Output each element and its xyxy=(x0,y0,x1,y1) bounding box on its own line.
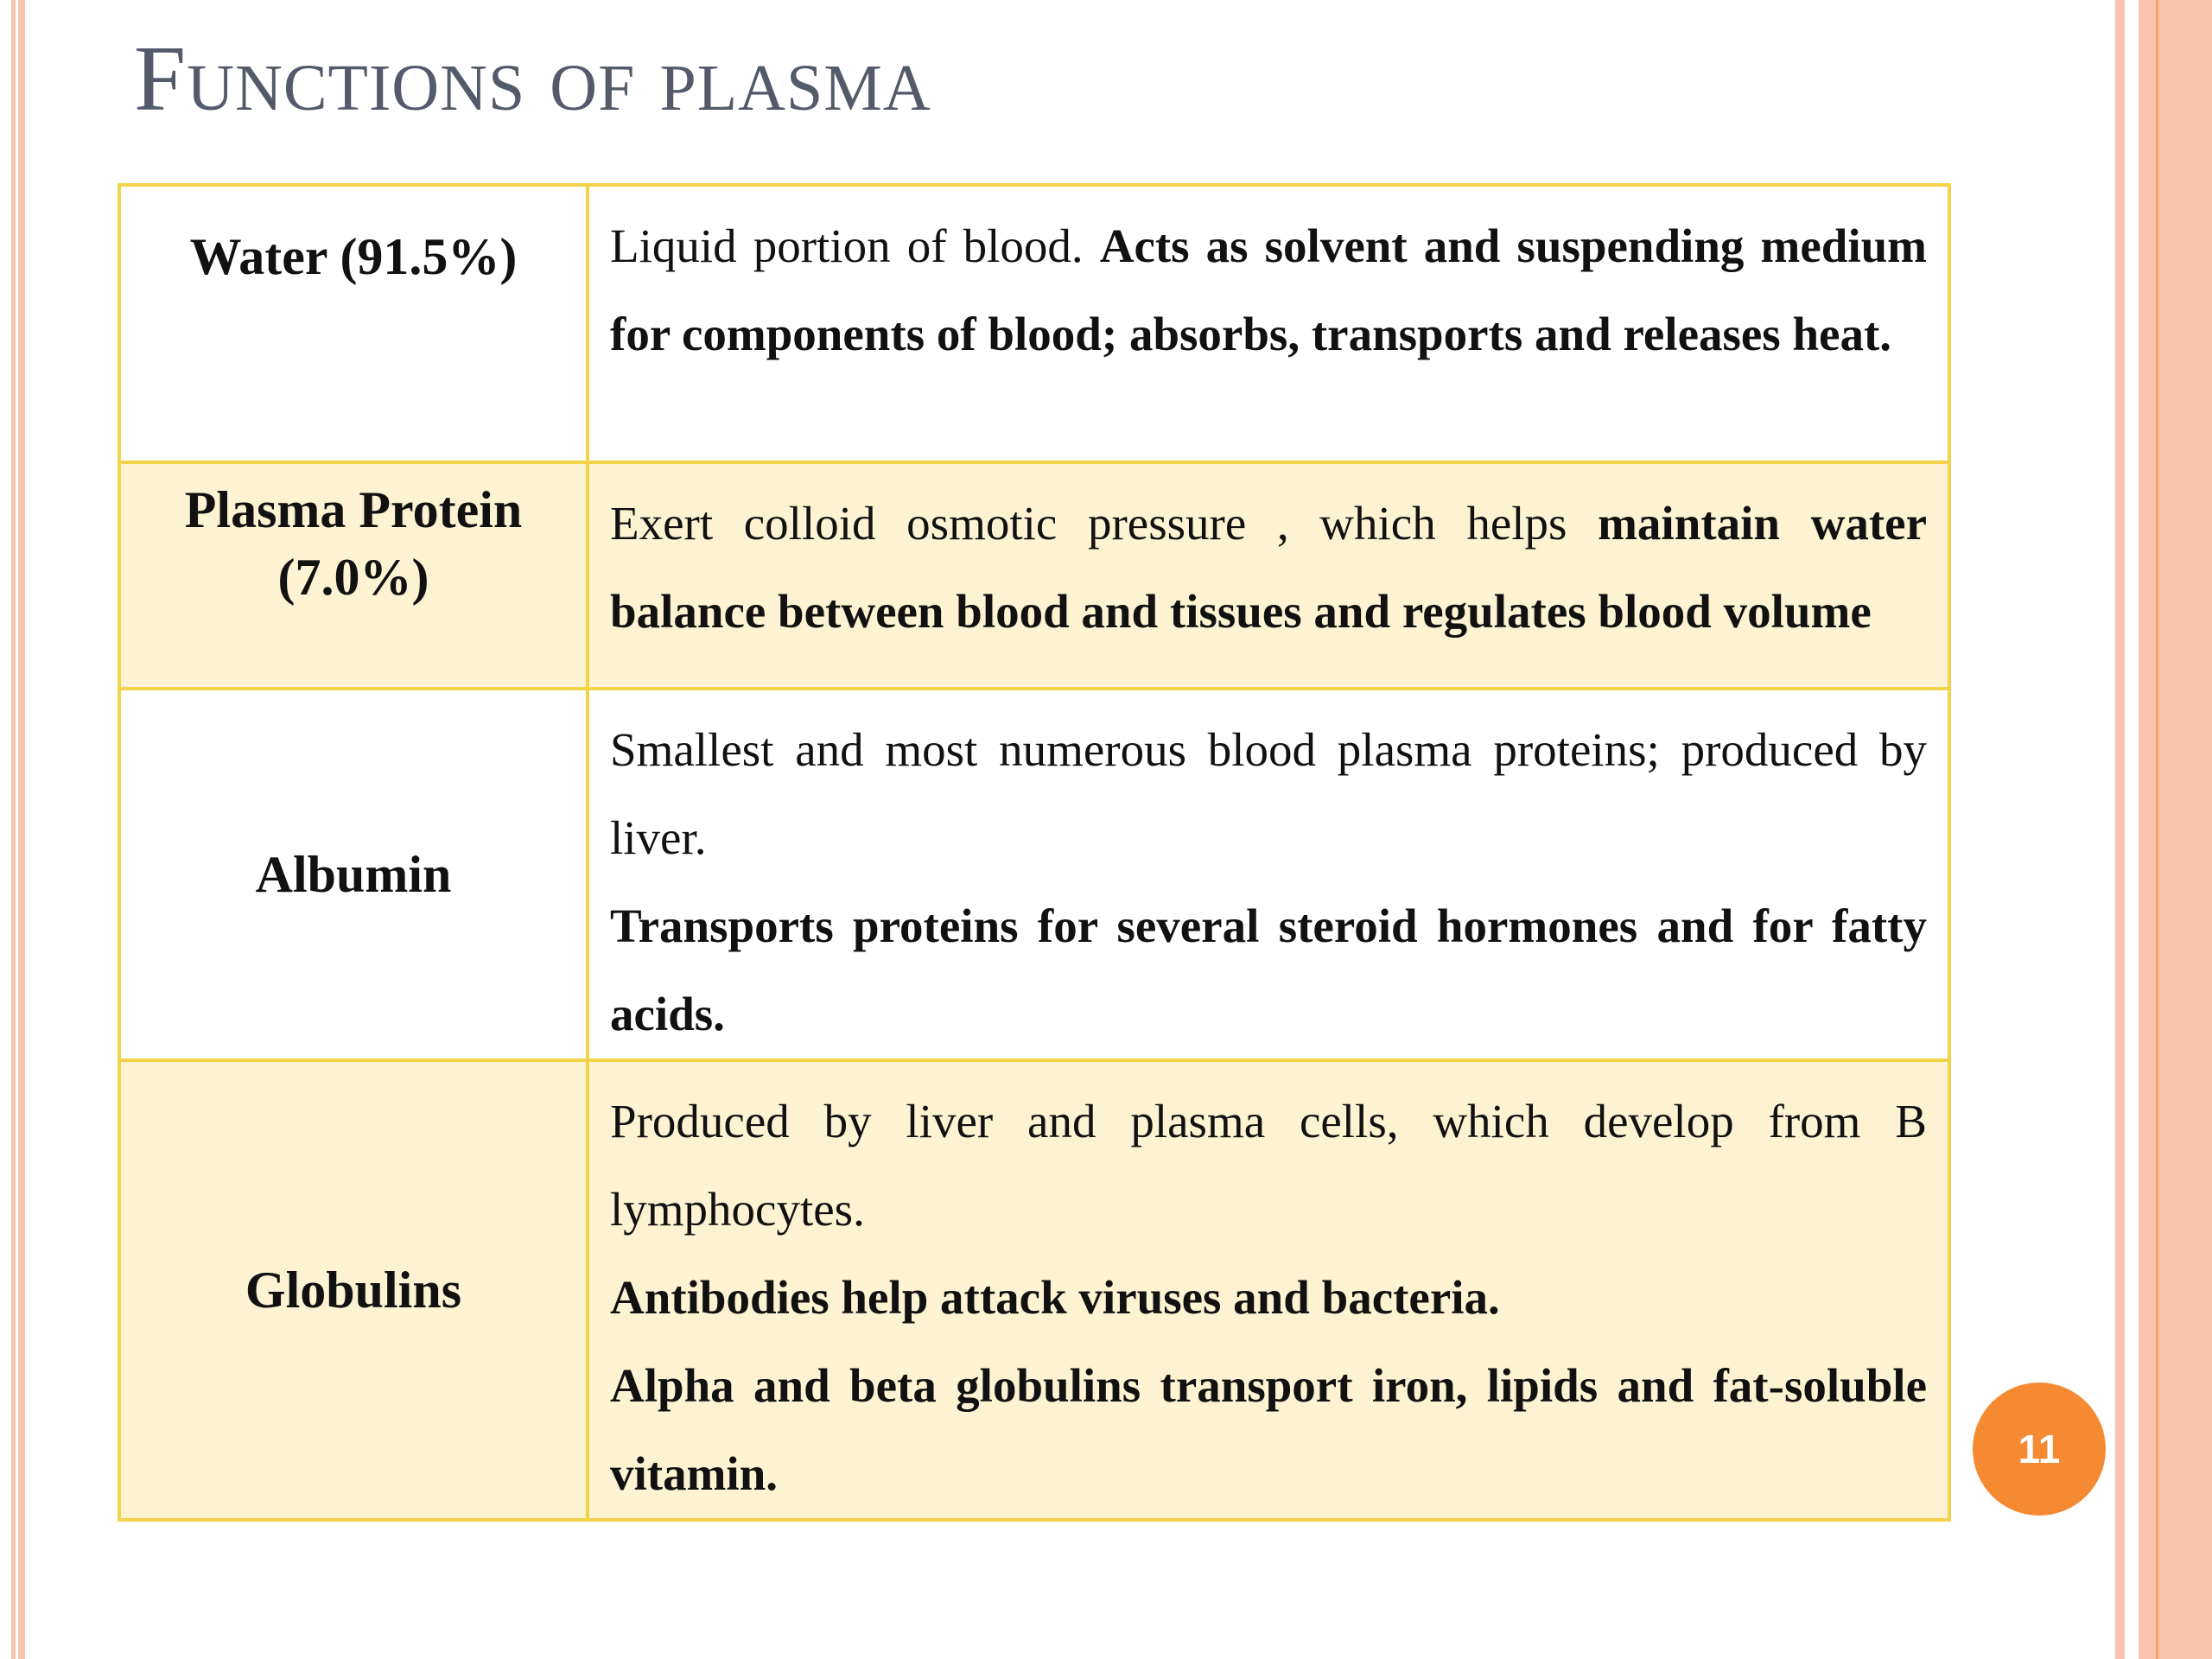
bold-text: maintain water balance between blood and tissues and regulates blood volume xyxy=(610,497,1927,638)
right-border-line xyxy=(2156,0,2158,1659)
table-row xyxy=(119,1060,1949,1520)
normal-text: Liquid portion of blood. xyxy=(610,219,1100,272)
slide-title: Functions of plasma xyxy=(134,28,931,130)
left-border-stripe xyxy=(11,0,16,1659)
row-label: Water (91.5%) xyxy=(119,185,588,462)
row-label: Albumin xyxy=(119,689,588,1060)
bold-text: Acts as solvent and suspending medium for components of blood; absorbs, transports and releases heat. xyxy=(610,219,1927,360)
normal-text: Smallest and most numerous blood plasma proteins; produced by liver. xyxy=(610,723,1927,864)
table-row xyxy=(119,689,1949,1060)
normal-text: Exert colloid osmotic pressure , which helps xyxy=(610,497,1599,550)
row-description xyxy=(588,185,1949,462)
normal-text: Produced by liver and plasma cells, which develop from B lymphocytes. xyxy=(610,1095,1927,1236)
bold-text: Alpha and beta globulins transport iron, lipids and fat-soluble vitamin. xyxy=(610,1359,1927,1500)
row-description xyxy=(588,1060,1949,1520)
row-description xyxy=(588,689,1949,1060)
bold-text: Transports proteins for several steroid hormones and for fatty acids. xyxy=(610,899,1927,1040)
left-border-stripe xyxy=(18,0,25,1659)
table-row xyxy=(119,462,1949,689)
row-label: Plasma Protein (7.0%) xyxy=(119,462,588,689)
right-border-band xyxy=(2139,0,2212,1659)
plasma-functions-table xyxy=(118,183,1951,1522)
right-border-stripe xyxy=(2115,0,2125,1659)
page-number-badge: 11 xyxy=(1973,1382,2106,1516)
bold-text: Antibodies help attack viruses and bacteria. xyxy=(610,1271,1500,1324)
row-description xyxy=(588,462,1949,689)
table-row xyxy=(119,185,1949,462)
row-label: Globulins xyxy=(119,1060,588,1520)
